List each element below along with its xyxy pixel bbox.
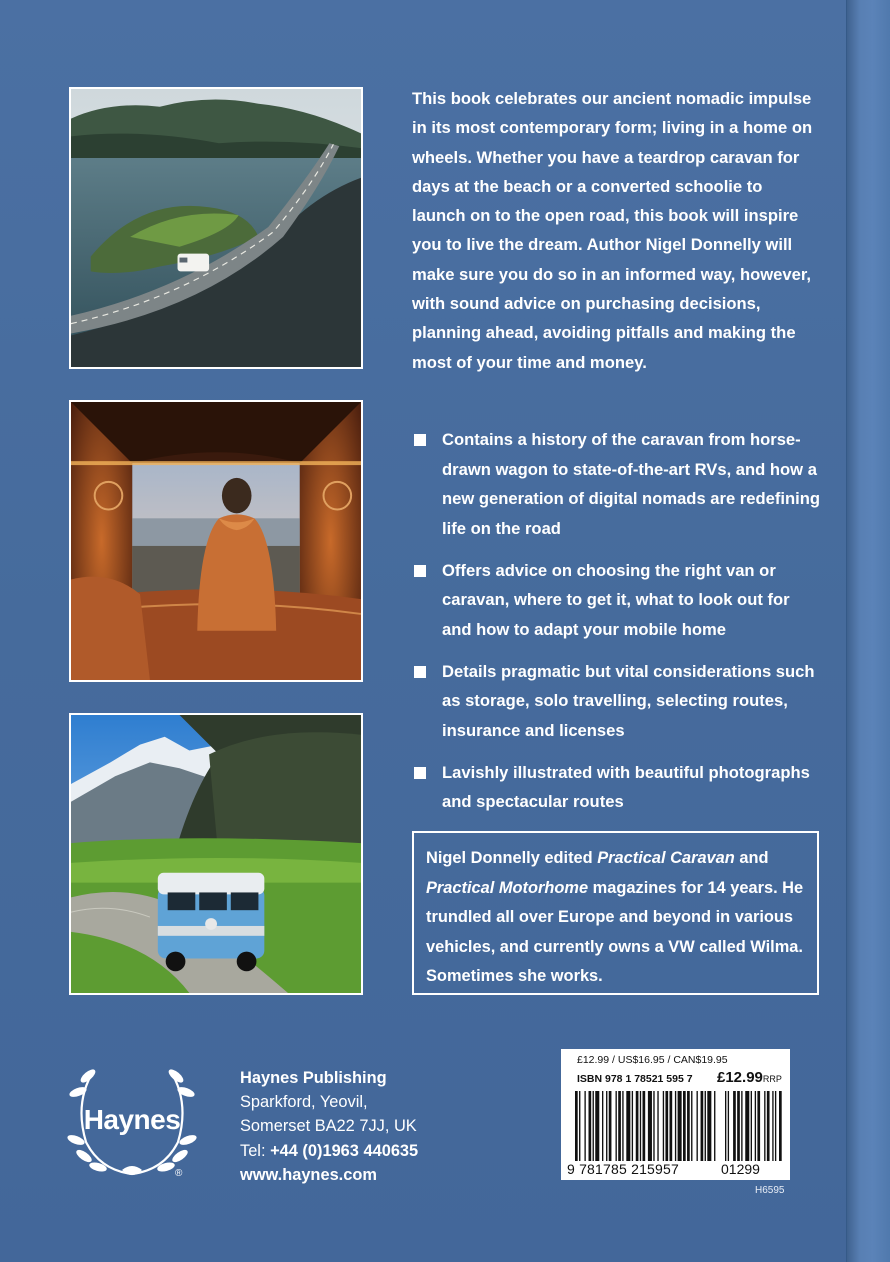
barcode-bar <box>648 1091 652 1161</box>
barcode-bar <box>602 1091 603 1161</box>
barcode-bar <box>632 1091 633 1161</box>
barcode-bar <box>707 1091 711 1161</box>
bullet-square-icon <box>414 666 426 678</box>
barcode-bar <box>618 1091 621 1161</box>
isbn-number: ISBN 978 1 78521 595 7 <box>577 1073 693 1085</box>
barcode-bar <box>741 1091 742 1161</box>
barcode-bar <box>595 1091 599 1161</box>
barcode-bar <box>728 1091 729 1161</box>
product-code: H6595 <box>755 1185 785 1196</box>
barcode-bar <box>691 1091 692 1161</box>
publisher-address-line1: Sparkford, Yeovil, <box>240 1093 368 1112</box>
barcode-bar <box>609 1091 612 1161</box>
barcode-bar <box>643 1091 646 1161</box>
barcode-bar <box>622 1091 623 1161</box>
barcode-bar <box>745 1091 749 1161</box>
feature-item-illustrated: Lavishly illustrated with beautiful photographs and spectacular routes <box>412 758 822 817</box>
barcode-bar <box>701 1091 704 1161</box>
barcode-bar <box>589 1091 592 1161</box>
barcode-bar <box>653 1091 654 1161</box>
barcode-bar <box>606 1091 607 1161</box>
barcode-addon-digits: 01299 <box>721 1161 760 1177</box>
barcode-bar <box>683 1091 686 1161</box>
publisher-address-line2: Somerset BA22 7JJ, UK <box>240 1117 417 1136</box>
barcode-digits: 9 781785 215957 <box>567 1161 679 1177</box>
barcode-bar <box>772 1091 773 1161</box>
barcode-bar <box>755 1091 756 1161</box>
barcode-bar <box>687 1091 690 1161</box>
publisher-info <box>240 1066 480 1187</box>
barcode-bar <box>767 1091 770 1161</box>
coastal-road-photo <box>69 87 363 369</box>
publisher-phone: Tel: +44 (0)1963 440635 <box>240 1141 419 1160</box>
magazine-title: Practical Caravan <box>597 849 735 867</box>
barcode-bar <box>697 1091 698 1161</box>
barcode-label <box>561 1049 790 1180</box>
magazine-title: Practical Motorhome <box>426 878 589 897</box>
feature-item-advice: Offers advice on choosing the right van or caravan, where to get it, what to look out for and how to adapt your mobile home <box>412 556 822 645</box>
barcode-bar <box>675 1091 676 1161</box>
bullet-square-icon <box>414 767 426 779</box>
retail-price: £12.99RRP <box>717 1069 782 1086</box>
barcode-bar <box>579 1091 580 1161</box>
barcode-bar <box>725 1091 726 1161</box>
barcode-bar <box>670 1091 673 1161</box>
barcode-bar <box>779 1091 782 1161</box>
feature-item-history: Contains a history of the caravan from horse-drawn wagon to state-of-the-art RVs, and how a new generation of digital nomads are redefining life on the road <box>412 425 822 543</box>
barcode-bar <box>640 1091 641 1161</box>
publisher-website: www.haynes.com <box>240 1165 377 1184</box>
barcode-bar <box>775 1091 776 1161</box>
barcode-bar <box>665 1091 668 1161</box>
barcode-bar <box>733 1091 736 1161</box>
feature-list <box>412 425 822 829</box>
barcode-bar <box>705 1091 706 1161</box>
feature-item-considerations: Details pragmatic but vital considerations such as storage, solo travelling, selecting routes, insurance and licenses <box>412 657 822 746</box>
barcode-bar <box>678 1091 682 1161</box>
book-description: This book celebrates our ancient nomadic impulse in its most contemporary form; living in a home on wheels. Whether you have a teardrop caravan for days at the beach or a converted schoolie to launch on to the open road, this book will inspire you to live the dream. Author Nigel Donnelly will make sure you do so in an informed way, however, with sound advice on purchasing decisions, planning ahead, avoiding pitfalls and making the most of your time and money. <box>412 89 813 372</box>
barcode-bar <box>714 1091 715 1161</box>
bullet-square-icon <box>414 434 426 446</box>
publisher-name: Haynes Publishing <box>240 1069 387 1087</box>
barcode-bar <box>616 1091 617 1161</box>
bullet-square-icon <box>414 565 426 577</box>
barcode-bar <box>737 1091 740 1161</box>
barcode-bar <box>764 1091 765 1161</box>
registered-mark: ® <box>175 1168 183 1179</box>
barcode-bar <box>657 1091 658 1161</box>
barcode-bar <box>636 1091 639 1161</box>
price-list: £12.99 / US$16.95 / CAN$19.95 <box>577 1054 728 1066</box>
barcode-bar <box>593 1091 594 1161</box>
barcode-bar <box>663 1091 664 1161</box>
barcode-bar <box>751 1091 752 1161</box>
haynes-logo-text: Haynes <box>83 1104 181 1135</box>
barcode-bar <box>757 1091 760 1161</box>
barcode-icon <box>575 1091 787 1161</box>
van-interior-photo <box>69 400 363 682</box>
barcode-bar <box>584 1091 585 1161</box>
camper-van-mountains-photo <box>69 713 363 995</box>
barcode-bar <box>626 1091 630 1161</box>
author-bio-box: Nigel Donnelly edited Practical Caravan and Practical Motorhome magazines for 14 years. He trundled all over Europe and beyond in various vehicles, and currently owns a VW called Wilma. Sometimes she works. <box>412 831 819 995</box>
book-spine-edge <box>846 0 890 1262</box>
barcode-bar <box>575 1091 578 1161</box>
